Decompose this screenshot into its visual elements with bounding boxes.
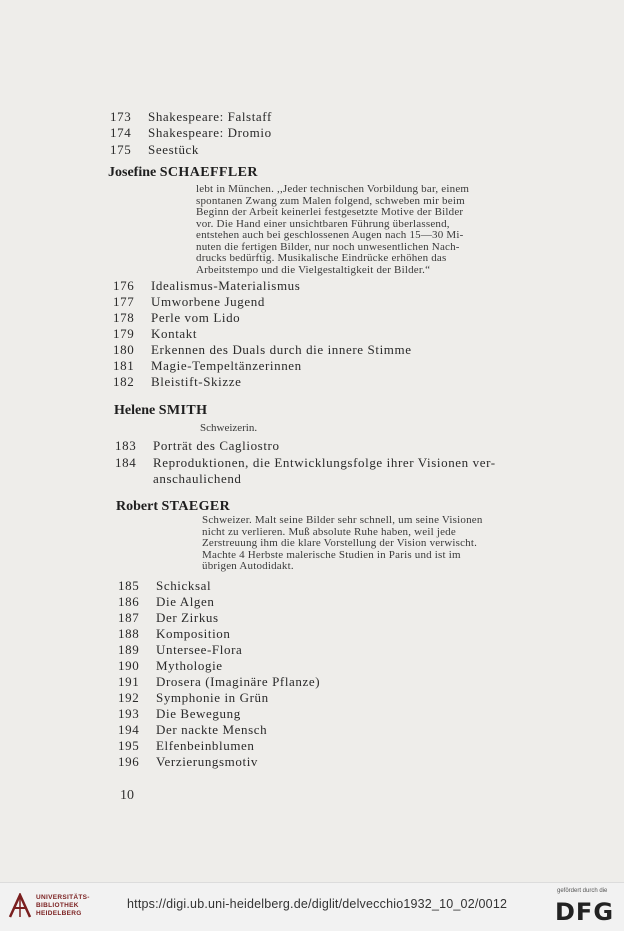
entry-title: Seestück (148, 142, 200, 157)
entry-number: 174 (110, 125, 132, 140)
bio-line: vor. Die Hand einer unsichtbaren Führung überlassend, (196, 217, 450, 230)
list-item (118, 658, 223, 674)
bio-line: Schweizer. Malt seine Bilder sehr schnell, um seine Visionen (202, 514, 483, 526)
entry-number: 195 (118, 738, 140, 753)
entry-title: Symphonie in Grün (156, 690, 269, 705)
list-item (118, 610, 219, 626)
list-item (118, 594, 214, 610)
entry-title: Schicksal (156, 578, 212, 593)
list-item-continuation: anschaulichend (153, 471, 242, 486)
entry-number: 178 (113, 310, 135, 325)
list-item (113, 278, 300, 294)
artist-last-name: STAEGER (161, 499, 231, 514)
entry-title: Idealismus-Materialismus (151, 278, 301, 293)
artist-bio-smith: Schweizerin. (200, 422, 258, 434)
artist-bio-staeger (202, 515, 544, 573)
entry-title: Elfenbeinblumen (156, 738, 255, 753)
artist-first-name: Josefine (108, 165, 157, 180)
bio-line: Beginn der Arbeit keinerlei festgesetzte Motive der Bilder (196, 206, 464, 218)
entry-number: 191 (118, 674, 140, 689)
entry-number: 181 (113, 358, 135, 373)
list-item (113, 294, 265, 310)
list-item (115, 438, 280, 454)
library-name-line: HEIDELBERG (36, 910, 82, 917)
artist-first-name: Helene (114, 403, 156, 418)
bio-line: nicht zu verlieren. Muß absolute Ruhe haben, weil jede (202, 525, 456, 538)
bio-line: nuten die fertigen Bilder, nur noch unwesentlichen Nach- (196, 240, 460, 253)
list-item (115, 455, 496, 471)
entry-number: 194 (118, 722, 140, 737)
list-item (113, 326, 197, 342)
bio-line: drucks bedürftig. Musikalische Eindrücke erhöhen das (196, 252, 447, 264)
entry-number: 188 (118, 626, 140, 641)
list-item (118, 674, 320, 690)
entry-title: Verzierungsmotiv (156, 754, 259, 769)
library-logo-text (36, 894, 90, 918)
entry-number: 185 (118, 578, 140, 593)
dfg-logo[interactable]: DFG (555, 898, 615, 926)
artist-bio-schaeffler (196, 184, 542, 276)
entry-number: 187 (118, 610, 140, 625)
entry-title: Die Algen (156, 594, 215, 609)
list-item (110, 109, 272, 125)
entry-number: 182 (113, 374, 135, 389)
entry-title: Kontakt (151, 326, 198, 341)
list-item (118, 722, 267, 738)
entry-number: 176 (113, 278, 135, 293)
entry-title: Komposition (156, 626, 231, 641)
entry-number: 190 (118, 658, 140, 673)
list-item (110, 142, 199, 158)
list-item (118, 642, 242, 658)
funding-label: gefördert durch die (557, 888, 608, 894)
entry-number: 192 (118, 690, 140, 705)
bio-line: entstehen auch bei geschlossenen Augen nach 15—30 Mi- (196, 229, 464, 241)
entry-number: 186 (118, 594, 140, 609)
entry-title: Shakespeare: Falstaff (148, 109, 272, 124)
list-item (113, 358, 302, 374)
entry-number: 189 (118, 642, 140, 657)
bio-line: Arbeitstempo und die Vielgestaltigkeit der Bilder.“ (196, 263, 431, 276)
viewer-footer (0, 882, 624, 931)
list-item (118, 690, 269, 706)
bio-line: spontanen Zwang zum Malen folgend, schweben mir beim (196, 194, 465, 207)
list-item (118, 706, 241, 722)
entry-title: Mythologie (156, 658, 223, 673)
entry-title: Der Zirkus (156, 610, 219, 625)
page-number: 10 (120, 788, 134, 803)
bio-line: Zerstreuung ihm die klare Vorstellung der Vision verwischt. (202, 537, 478, 549)
entry-title: Der nackte Mensch (156, 722, 268, 737)
entry-title: Erkennen des Duals durch die innere Stimme (151, 342, 412, 357)
artist-first-name: Robert (116, 499, 158, 514)
list-item (118, 626, 231, 642)
artist-heading-smith (114, 403, 207, 419)
artist-heading-staeger (116, 499, 230, 515)
entry-title: Die Bewegung (156, 706, 241, 721)
entry-title: Drosera (Imaginäre Pflanze) (156, 674, 321, 689)
entry-number: 196 (118, 754, 140, 769)
list-item (113, 374, 241, 390)
entry-number: 179 (113, 326, 135, 341)
list-item (118, 738, 255, 754)
library-name-line: BIBLIOTHEK (36, 902, 79, 909)
entry-number: 180 (113, 342, 135, 357)
list-item (113, 342, 412, 358)
entry-title: Shakespeare: Dromio (148, 125, 272, 140)
entry-number: 184 (115, 455, 137, 470)
list-item (110, 125, 272, 141)
list-item (118, 578, 211, 594)
entry-title: Umworbene Jugend (151, 294, 265, 309)
bio-line: Machte 4 Herbste malerische Studien in Paris und ist im (202, 548, 461, 561)
entry-number: 183 (115, 438, 137, 453)
entry-title: Bleistift-Skizze (151, 374, 242, 389)
library-name-line: UNIVERSITÄTS- (36, 894, 90, 901)
list-item (118, 754, 258, 770)
bio-line: übrigen Autodidakt. (202, 560, 294, 572)
entry-number: 193 (118, 706, 140, 721)
artist-heading-schaeffler (108, 165, 258, 181)
entry-number: 177 (113, 294, 135, 309)
entry-title: Untersee-Flora (156, 642, 243, 657)
entry-number: 175 (110, 142, 132, 157)
list-item (113, 310, 240, 326)
bio-line: lebt in München. ,,Jeder technischen Vorbildung bar, einem (196, 183, 470, 195)
entry-title: Porträt des Cagliostro (153, 438, 280, 453)
university-seal-icon (8, 893, 32, 919)
entry-title: Reproduktionen, die Entwicklungsfolge ihrer Visionen ver- (153, 455, 496, 470)
entry-title: Perle vom Lido (151, 310, 241, 325)
artist-last-name: SMITH (158, 403, 208, 418)
permalink-url[interactable]: https://digi.ub.uni-heidelberg.de/diglit/delvecchio1932_10_02/0012 (127, 897, 508, 911)
entry-number: 173 (110, 109, 132, 124)
artist-last-name: SCHAEFFLER (159, 165, 258, 180)
entry-title: Magie-Tempeltänzerinnen (151, 358, 302, 373)
